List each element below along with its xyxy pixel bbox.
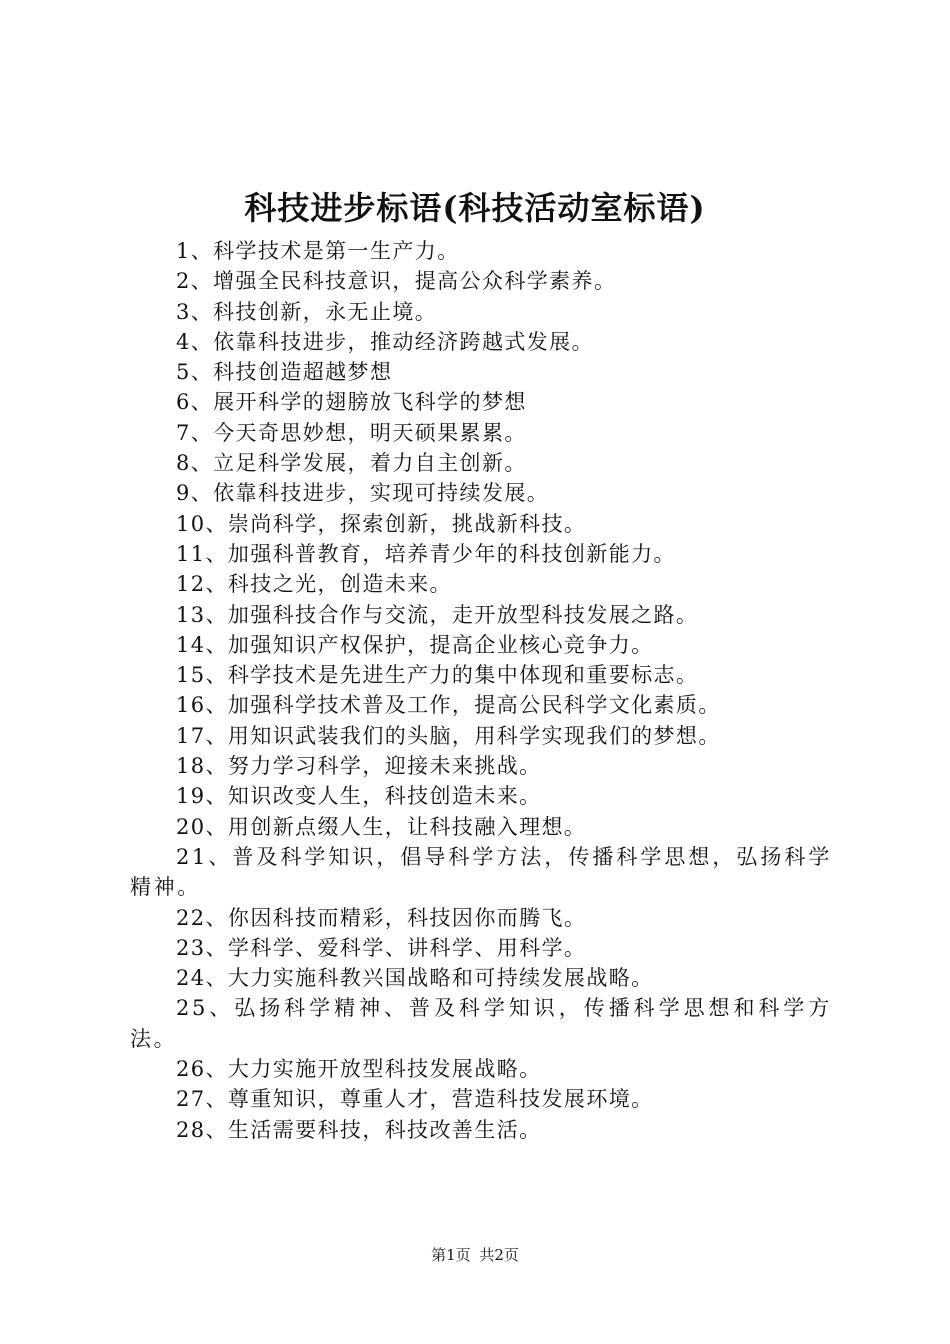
list-item: 14、加强知识产权保护，提高企业核心竞争力。: [176, 632, 654, 657]
list-item: 2、增强全民科技意识，提高公众科学素养。: [176, 269, 617, 294]
list-item: 18、努力学习科学，迎接未来挑战。: [176, 754, 542, 779]
list-item: 4、依靠科技进步，推动经济跨越式发展。: [176, 329, 594, 354]
list-item: 25、弘扬科学精神、普及科学知识，传播科学思想和科学方法。: [130, 996, 832, 1051]
list-item: 7、今天奇思妙想，明天硕果累累。: [176, 420, 527, 445]
list-item: 21、普及科学知识，倡导科学方法，传播科学思想，弘扬科学精神。: [130, 844, 832, 900]
list-item: 20、用创新点缀人生，让科技融入理想。: [176, 814, 587, 839]
list-item: 23、学科学、爱科学、讲科学、用科学。: [176, 935, 587, 960]
page-number: 第1页: [431, 1246, 471, 1264]
list-item: 6、展开科学的翅膀放飞科学的梦想: [176, 390, 527, 415]
list-item: 26、大力实施开放型科技发展战略。: [176, 1057, 542, 1082]
list-item: 10、崇尚科学，探索创新，挑战新科技。: [176, 511, 587, 536]
page-footer: [0, 1244, 950, 1266]
list-item: 5、科技创造超越梦想: [176, 360, 393, 385]
list-item: 17、用知识武装我们的头脑，用科学实现我们的梦想。: [176, 723, 721, 748]
list-item: 9、依靠科技进步，实现可持续发展。: [176, 481, 550, 506]
list-item: 24、大力实施科教兴国战略和可持续发展战略。: [176, 966, 654, 991]
list-item: 8、立足科学发展，着力自主创新。: [176, 451, 527, 476]
list-item: 13、加强科技合作与交流，走开放型科技发展之路。: [176, 602, 699, 627]
list-item: 3、科技创新，永无止境。: [176, 299, 438, 324]
list-item: 28、生活需要科技，科技改善生活。: [176, 1117, 542, 1142]
slogan-list: [130, 236, 832, 1145]
page-total: 共2页: [479, 1246, 519, 1264]
list-item: 22、你因科技而精彩，科技因你而腾飞。: [176, 905, 587, 930]
list-item: 12、科技之光，创造未来。: [176, 572, 452, 597]
document-title: 科技进步标语(科技活动室标语): [244, 189, 706, 227]
list-item: 27、尊重知识，尊重人才，营造科技发展环境。: [176, 1087, 654, 1112]
list-item: 11、加强科普教育，培养青少年的科技创新能力。: [176, 541, 676, 566]
list-item: 19、知识改变人生，科技创造未来。: [176, 784, 542, 809]
list-item: 1、科学技术是第一生产力。: [176, 239, 460, 263]
list-item: 16、加强科学技术普及工作，提高公民科学文化素质。: [176, 693, 721, 718]
list-item: 15、科学技术是先进生产力的集中体现和重要标志。: [176, 663, 699, 688]
